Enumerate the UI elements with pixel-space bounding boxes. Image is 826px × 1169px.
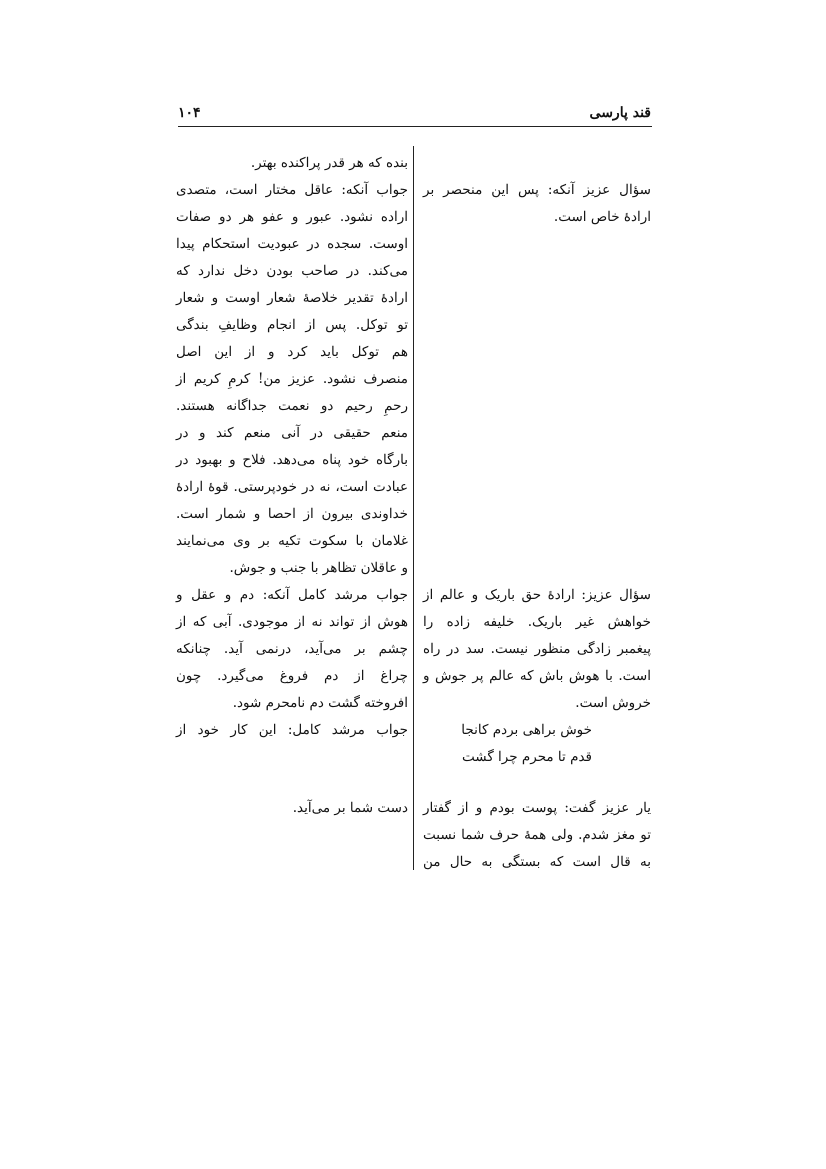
text-line: تو توکل. پس از انجام وظایفِ بندگی	[176, 317, 408, 333]
text-line: چراغ از دم فروغ می‌گیرد. چون	[176, 668, 408, 684]
text-line: هم توکل باید کرد و از این اصل	[176, 344, 408, 360]
text-line: اوست. سجده در عبودیت استحکام پیدا	[176, 236, 408, 252]
text-line: جواب آنکه: عاقل مختار است، متصدی	[176, 182, 408, 198]
text-line: عبادت است، نه در خودپرستی. قوهٔ ارادهٔ	[176, 479, 408, 495]
text-line: تو مغز شدم. ولی همهٔ حرف شما نسبت	[423, 827, 651, 843]
page-number: ۱۰۴	[178, 105, 201, 121]
text-line: منصرف نشود. عزیز من! کرمِ کریم از	[176, 371, 408, 387]
text-line: منعم حقیقی در آنی منعم کند و در	[176, 425, 408, 441]
text-line: یار عزیز گفت: پوست بودم و از گفتار	[423, 800, 651, 816]
text-line: چشم بر می‌آید، درنمی آید. چنانکه	[176, 641, 408, 657]
page-header-title: قند پارسی	[589, 105, 651, 121]
text-line: و عاقلان تظاهر با جنب و جوش.	[229, 560, 408, 576]
text-line: سؤال عزیز: ارادهٔ حق باریک و عالم از	[423, 587, 651, 603]
text-line: ارادهٔ خاص است.	[553, 209, 651, 225]
text-line: جواب مرشد کامل: این کار خود از	[176, 722, 408, 738]
text-line: افروخته گشت دم نامحرم شود.	[232, 695, 408, 711]
text-line: دست شما بر می‌آید.	[292, 800, 408, 816]
text-line: به قال است که بستگی به حال من	[423, 854, 651, 870]
text-line: سؤال عزیز آنکه: پس این منحصر بر	[423, 182, 651, 198]
text-line: بنده که هر قدر پراکنده بهتر.	[250, 155, 408, 171]
verse-line: قدم تا محرم چرا گشت	[462, 749, 592, 765]
verse-line: خوش براهی بردم کانجا	[461, 722, 592, 738]
text-line: می‌کند. در صاحب بودن دخل ندارد که	[176, 263, 408, 279]
text-line: خواهش غیر باریک. خلیفه زاده را	[423, 614, 651, 630]
header-rule	[178, 126, 652, 127]
text-line: رحمِ رحیم دو نعمت جداگانه هستند.	[176, 398, 408, 414]
column-divider	[413, 146, 414, 870]
text-line: جواب مرشد کامل آنکه: دم و عقل و	[176, 587, 408, 603]
text-line: خداوندی بیرون از احصا و شمار است.	[176, 506, 408, 522]
text-line: ارادهٔ تقدیر خلاصهٔ شعار اوست و شعار	[176, 290, 408, 306]
text-line: اراده نشود. عبور و عفو هر دو صفات	[176, 209, 408, 225]
text-line: غلامان با سکوت تکیه بر وی می‌نمایند	[176, 533, 408, 549]
text-line: پیغمبر زادگی منظور نیست. سد در راه	[423, 641, 651, 657]
text-line: خروش است.	[575, 695, 651, 711]
text-line: هوش از تواند نه از موجودی. آبی که از	[176, 614, 408, 630]
text-line: بارگاه خود پناه می‌دهد. فلاح و بهبود در	[176, 452, 408, 468]
text-line: است. با هوش باش که عالم پر جوش و	[423, 668, 651, 684]
